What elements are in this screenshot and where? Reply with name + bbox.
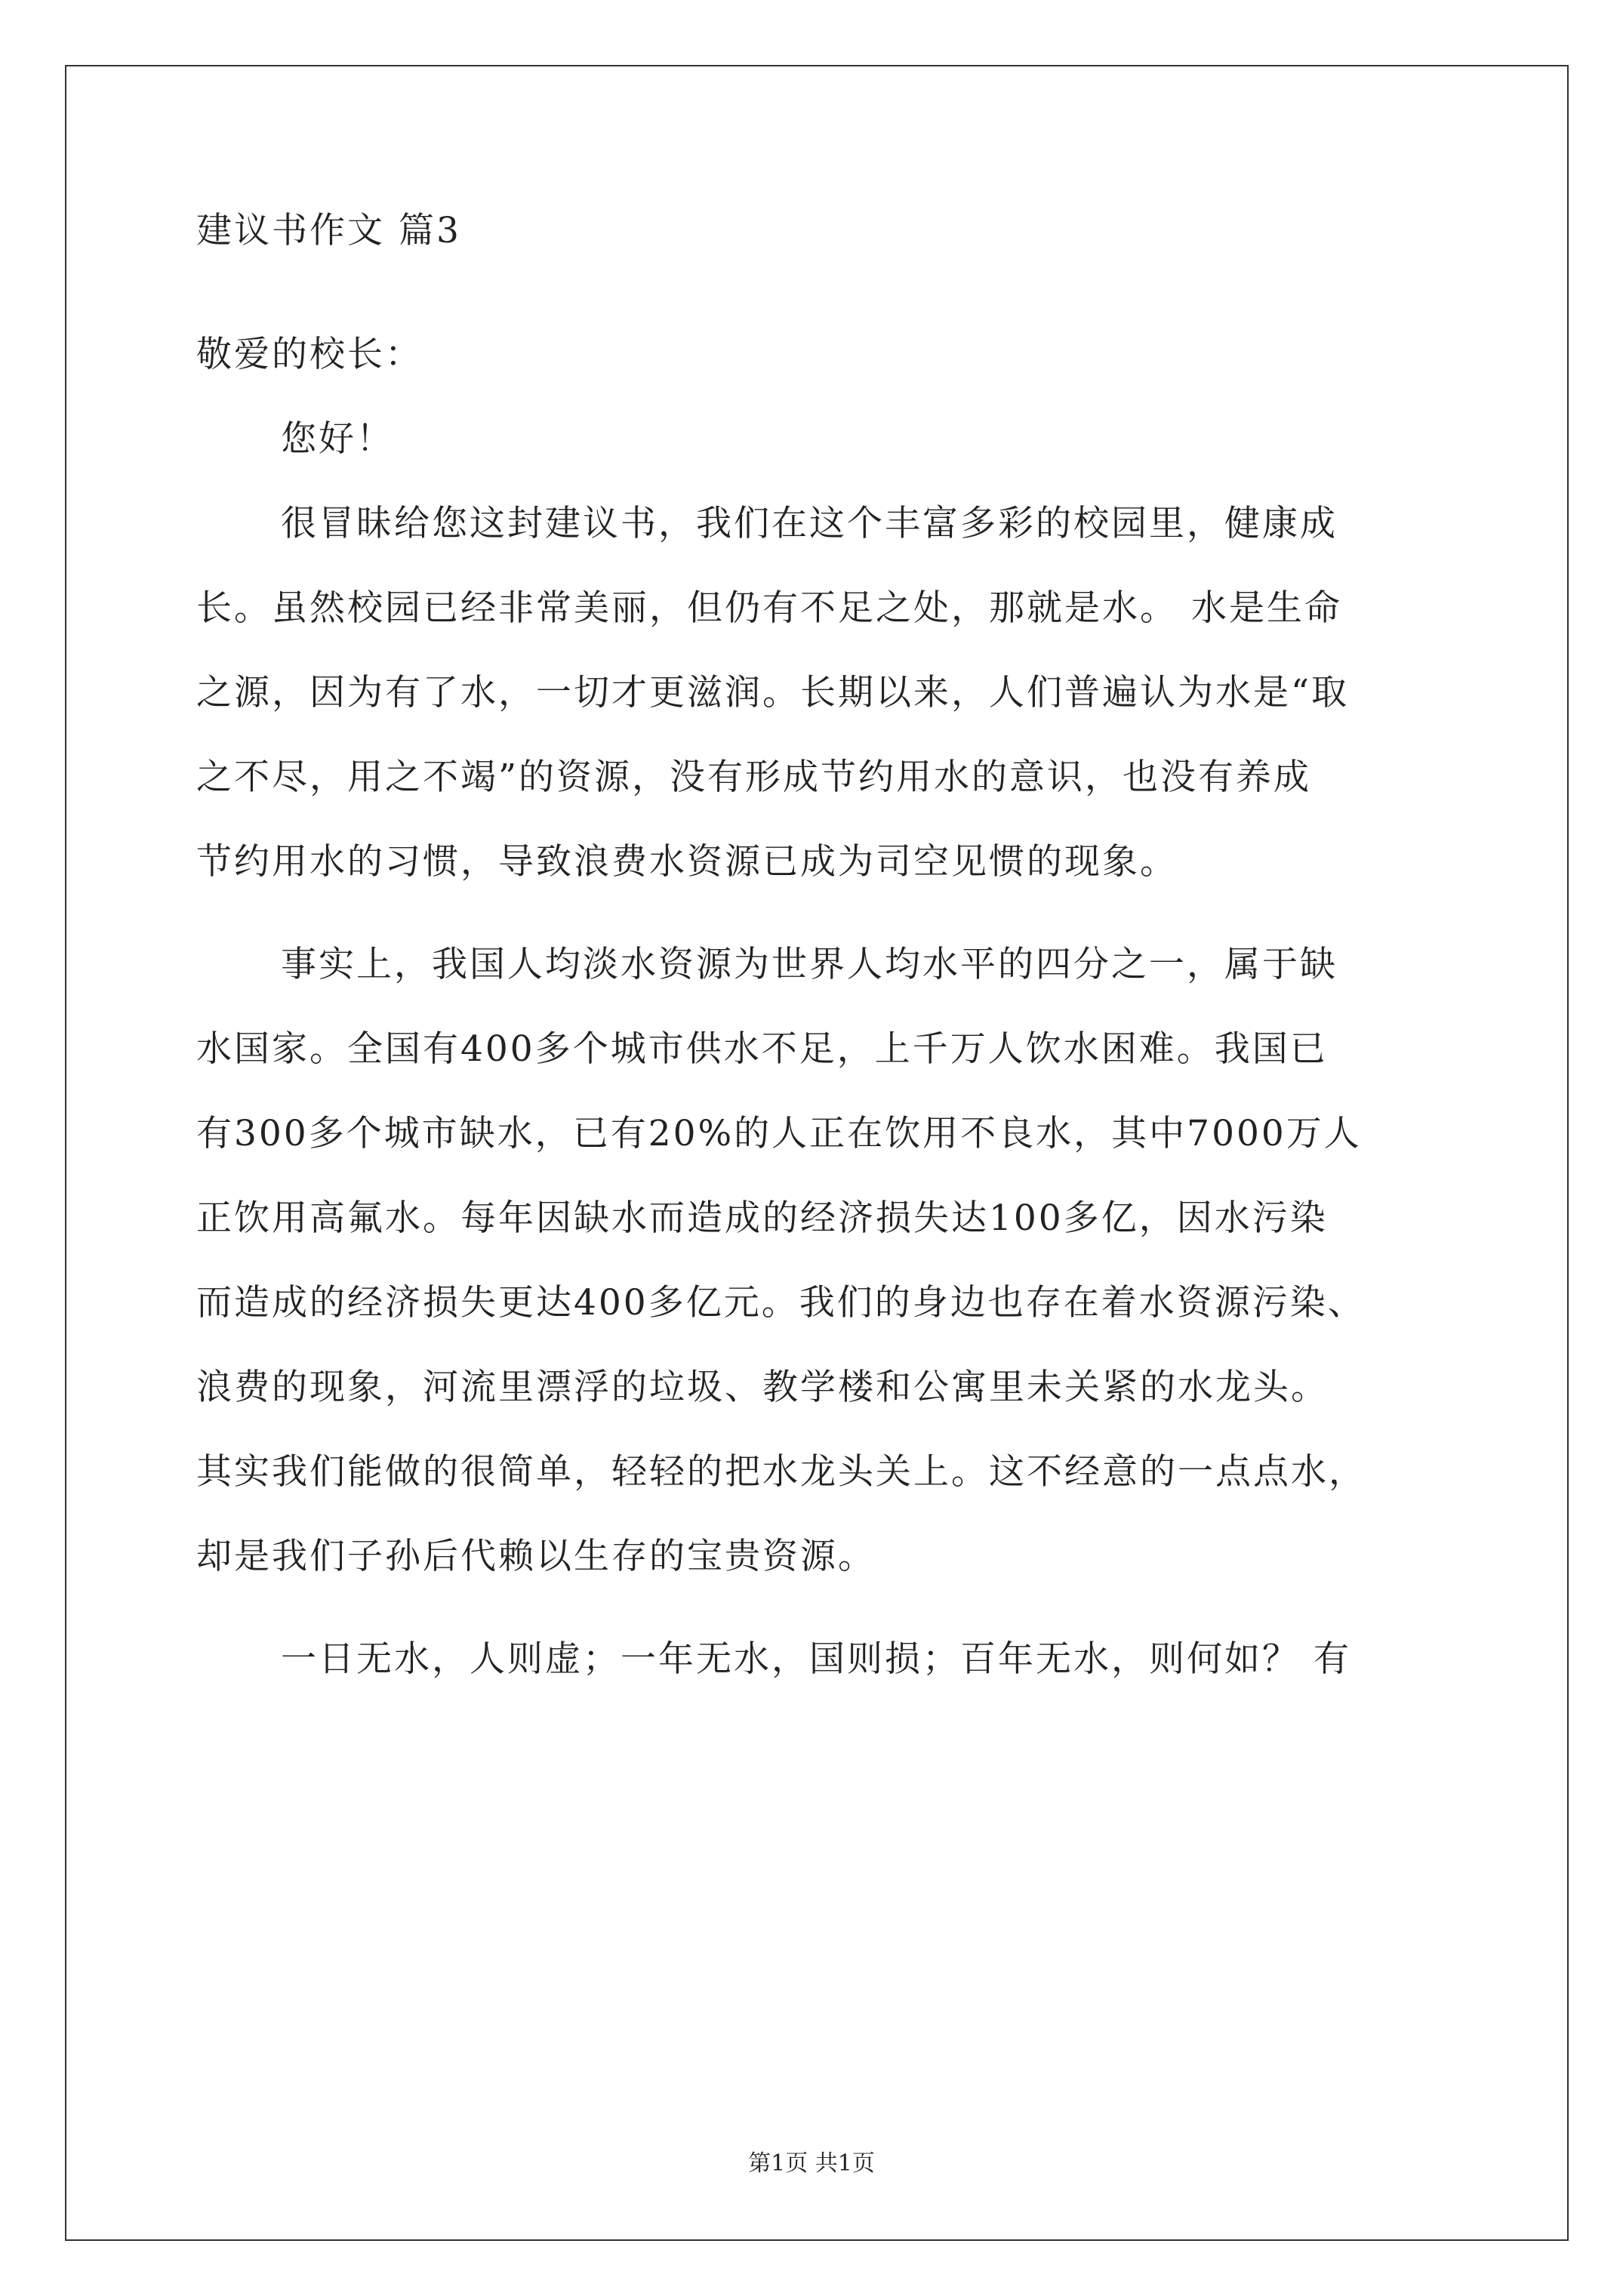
paragraph-3 (196, 1617, 1434, 1702)
greeting: 您好！ (281, 418, 394, 460)
paragraph-2 (196, 923, 1434, 1599)
document-title: 建议书作文 篇3 (196, 210, 461, 251)
paragraph-1 (196, 482, 1434, 905)
paragraph-line: 之不尽，用之不竭”的资源，没有形成节约用水的意识，也没有养成 (196, 757, 1312, 798)
document-body (196, 210, 1434, 1702)
paragraph-line: 正饮用高氟水。每年因缺水而造成的经济损失达100多亿，因水污染 (196, 1197, 1328, 1239)
paragraph-line: 事实上，我国人均淡水资源为世界人均水平的四分之一，属于缺 (281, 944, 1338, 985)
paragraph-line: 长。虽然校园已经非常美丽，但仍有不足之处，那就是水。 水是生命 (196, 587, 1342, 629)
paragraph-line: 之源，因为有了水，一切才更滋润。长期以来，人们普遍认为水是“取 (196, 672, 1350, 713)
paragraph-line: 有300多个城市缺水，已有20%的人正在饮用不良水，其中7000万人 (196, 1113, 1362, 1154)
paragraph-line: 很冒昧给您这封建议书，我们在这个丰富多彩的校园里，健康成 (281, 503, 1338, 544)
paragraph-line: 水国家。全国有400多个城市供水不足，上千万人饮水困难。我国已 (196, 1028, 1328, 1070)
paragraph-line: 而造成的经济损失更达400多亿元。我们的身边也存在着水资源污染、 (196, 1282, 1366, 1324)
paragraph-line: 却是我们子孙后代赖以生存的宝贵资源。 (196, 1536, 876, 1577)
paragraph-line: 节约用水的习惯，导致浪费水资源已成为司空见惯的现象。 (196, 841, 1178, 883)
paragraph-line: 浪费的现象，河流里漂浮的垃圾、教学楼和公寓里未关紧的水龙头。 (196, 1367, 1329, 1408)
paragraph-line: 其实我们能做的很简单，轻轻的把水龙头关上。这不经意的一点点水， (196, 1451, 1366, 1493)
paragraph-line: 一日无水，人则虚；一年无水，国则损；百年无水，则何如？ 有 (281, 1638, 1351, 1680)
salutation: 敬爱的校长： (196, 334, 423, 375)
page-footer: 第1页 共1页 (748, 2150, 875, 2177)
